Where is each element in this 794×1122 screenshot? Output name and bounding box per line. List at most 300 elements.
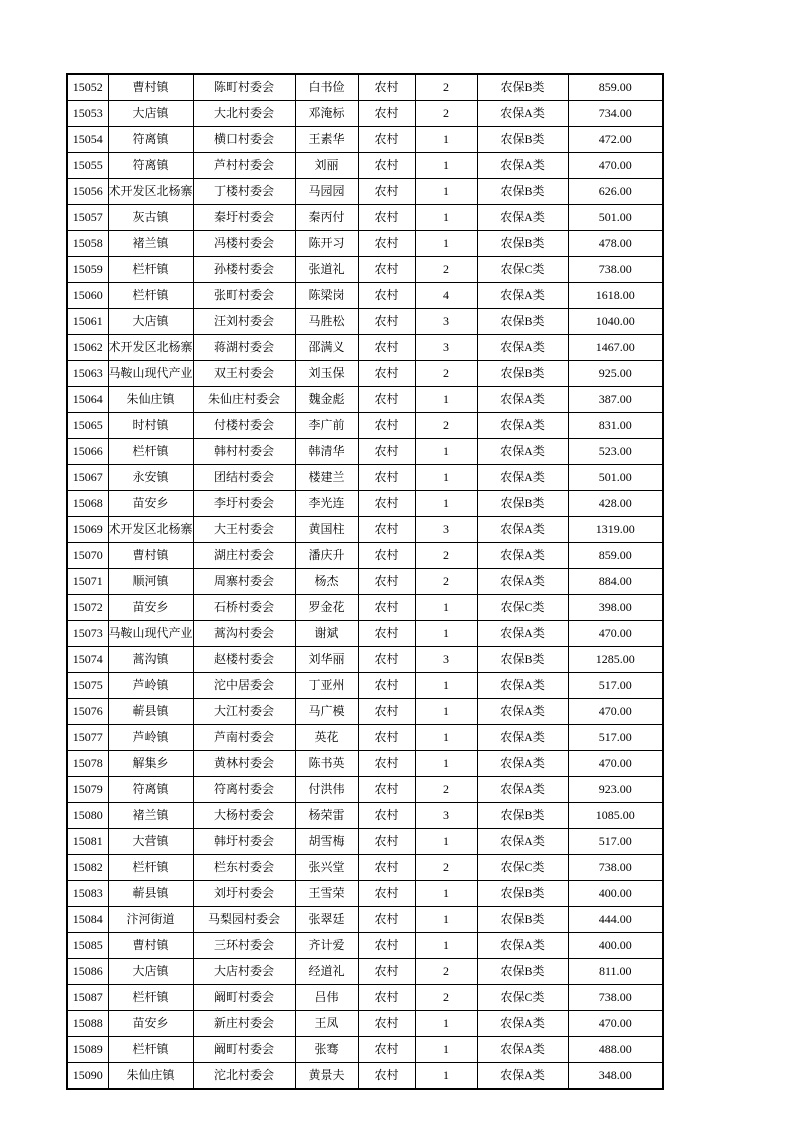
cell-text-insurance_category: 农保B类 xyxy=(500,964,545,978)
cell-text-person_count: 1 xyxy=(443,938,450,952)
cell-text-id: 15065 xyxy=(72,418,103,432)
cell-id xyxy=(67,543,108,569)
cell-text-town: 曹村镇 xyxy=(132,938,169,952)
cell-amount xyxy=(568,829,663,855)
cell-text-person_count: 2 xyxy=(443,964,450,978)
cell-text-village_committee: 大店村委会 xyxy=(214,964,275,978)
cell-person_count xyxy=(415,413,477,439)
cell-town xyxy=(108,803,193,829)
cell-text-amount: 811.00 xyxy=(598,964,632,978)
cell-text-person_count: 2 xyxy=(443,418,450,432)
cell-text-village_committee: 李圩村委会 xyxy=(214,496,275,510)
cell-person_name xyxy=(295,439,358,465)
cell-text-person_count: 3 xyxy=(443,314,450,328)
cell-text-amount: 626.00 xyxy=(598,184,632,198)
cell-residence_type xyxy=(358,127,415,153)
cell-person_count xyxy=(415,335,477,361)
cell-id xyxy=(67,153,108,179)
cell-person_name xyxy=(295,387,358,413)
cell-town xyxy=(108,153,193,179)
cell-text-id: 15078 xyxy=(72,756,103,770)
cell-text-person_name: 刘玉保 xyxy=(308,366,345,380)
cell-id xyxy=(67,1037,108,1063)
cell-amount xyxy=(568,647,663,673)
cell-person_name xyxy=(295,231,358,257)
cell-town xyxy=(108,101,193,127)
table-row xyxy=(67,699,663,725)
cell-amount xyxy=(568,907,663,933)
cell-text-residence_type: 农村 xyxy=(374,132,399,146)
cell-text-village_committee: 韩圩村委会 xyxy=(214,834,275,848)
cell-insurance_category xyxy=(477,153,568,179)
cell-text-insurance_category: 农保B类 xyxy=(500,496,545,510)
cell-amount xyxy=(568,101,663,127)
cell-text-residence_type: 农村 xyxy=(374,808,399,822)
table-row xyxy=(67,751,663,777)
cell-id xyxy=(67,829,108,855)
cell-person_name xyxy=(295,179,358,205)
cell-insurance_category xyxy=(477,621,568,647)
cell-text-residence_type: 农村 xyxy=(374,236,399,250)
cell-text-insurance_category: 农保A类 xyxy=(500,574,545,588)
cell-text-insurance_category: 农保A类 xyxy=(500,730,545,744)
cell-village_committee xyxy=(193,491,295,517)
cell-id xyxy=(67,491,108,517)
cell-text-village_committee: 大王村委会 xyxy=(214,522,275,536)
cell-text-residence_type: 农村 xyxy=(374,496,399,510)
cell-text-person_name: 秦丙付 xyxy=(308,210,345,224)
table-row xyxy=(67,153,663,179)
cell-town xyxy=(108,1063,193,1090)
cell-text-amount: 1319.00 xyxy=(595,522,635,536)
cell-person_count xyxy=(415,387,477,413)
cell-person_count xyxy=(415,439,477,465)
cell-text-person_count: 1 xyxy=(443,600,450,614)
cell-text-insurance_category: 农保A类 xyxy=(500,704,545,718)
cell-insurance_category xyxy=(477,127,568,153)
cell-text-amount: 501.00 xyxy=(598,470,632,484)
table-row xyxy=(67,205,663,231)
cell-village_committee xyxy=(193,855,295,881)
cell-text-village_committee: 双王村委会 xyxy=(214,366,275,380)
cell-text-id: 15069 xyxy=(72,522,103,536)
cell-residence_type xyxy=(358,231,415,257)
cell-insurance_category xyxy=(477,465,568,491)
cell-text-town: 褚兰镇 xyxy=(132,808,169,822)
cell-person_count xyxy=(415,855,477,881)
cell-insurance_category xyxy=(477,309,568,335)
cell-amount xyxy=(568,387,663,413)
cell-text-amount: 470.00 xyxy=(598,626,632,640)
cell-id xyxy=(67,361,108,387)
cell-text-village_committee: 符离村委会 xyxy=(214,782,275,796)
cell-village_committee xyxy=(193,959,295,985)
cell-text-id: 15064 xyxy=(72,392,103,406)
cell-residence_type xyxy=(358,1011,415,1037)
cell-text-person_count: 2 xyxy=(443,860,450,874)
cell-text-id: 15059 xyxy=(72,262,103,276)
cell-amount xyxy=(568,569,663,595)
cell-text-residence_type: 农村 xyxy=(374,106,399,120)
cell-town xyxy=(108,699,193,725)
cell-town xyxy=(108,127,193,153)
table-row xyxy=(67,283,663,309)
cell-text-id: 15074 xyxy=(72,652,103,666)
cell-text-id: 15053 xyxy=(72,106,103,120)
cell-person_count xyxy=(415,74,477,101)
cell-text-id: 15084 xyxy=(72,912,103,926)
cell-id xyxy=(67,439,108,465)
cell-text-residence_type: 农村 xyxy=(374,1068,399,1082)
cell-text-residence_type: 农村 xyxy=(374,782,399,796)
cell-person_name xyxy=(295,257,358,283)
cell-text-town: 朱仙庄镇 xyxy=(126,1068,175,1082)
cell-residence_type xyxy=(358,1037,415,1063)
cell-text-person_count: 2 xyxy=(443,366,450,380)
cell-amount xyxy=(568,1037,663,1063)
cell-person_name xyxy=(295,725,358,751)
cell-person_name xyxy=(295,361,358,387)
cell-person_name xyxy=(295,673,358,699)
cell-id xyxy=(67,881,108,907)
cell-text-amount: 400.00 xyxy=(598,886,632,900)
cell-town xyxy=(108,517,193,543)
cell-text-town: 大店镇 xyxy=(132,314,169,328)
cell-person_count xyxy=(415,881,477,907)
cell-text-amount: 488.00 xyxy=(598,1042,632,1056)
cell-id xyxy=(67,74,108,101)
table-row xyxy=(67,74,663,101)
cell-text-person_count: 1 xyxy=(443,1068,450,1082)
cell-residence_type xyxy=(358,153,415,179)
cell-residence_type xyxy=(358,439,415,465)
cell-text-person_name: 吕伟 xyxy=(314,990,339,1004)
cell-village_committee xyxy=(193,205,295,231)
cell-text-amount: 859.00 xyxy=(598,80,632,94)
cell-amount xyxy=(568,855,663,881)
cell-text-residence_type: 农村 xyxy=(374,444,399,458)
cell-insurance_category xyxy=(477,985,568,1011)
cell-text-person_name: 陈书英 xyxy=(308,756,345,770)
cell-text-amount: 1040.00 xyxy=(595,314,635,328)
cell-town xyxy=(108,621,193,647)
cell-text-village_committee: 石桥村委会 xyxy=(214,600,275,614)
cell-residence_type xyxy=(358,361,415,387)
cell-insurance_category xyxy=(477,283,568,309)
cell-text-insurance_category: 农保A类 xyxy=(500,444,545,458)
cell-text-person_name: 王素华 xyxy=(308,132,345,146)
cell-insurance_category xyxy=(477,803,568,829)
cell-id xyxy=(67,673,108,699)
cell-text-village_committee: 芦村村委会 xyxy=(214,158,275,172)
cell-text-town: 蕲县镇 xyxy=(132,704,169,718)
cell-village_committee xyxy=(193,127,295,153)
cell-person_name xyxy=(295,309,358,335)
cell-text-id: 15076 xyxy=(72,704,103,718)
cell-person_name xyxy=(295,1037,358,1063)
cell-text-person_name: 李光连 xyxy=(308,496,345,510)
cell-text-person_name: 楼建兰 xyxy=(308,470,345,484)
cell-text-id: 15071 xyxy=(72,574,103,588)
cell-insurance_category xyxy=(477,647,568,673)
cell-amount xyxy=(568,699,663,725)
cell-text-amount: 428.00 xyxy=(598,496,632,510)
cell-person_name xyxy=(295,855,358,881)
cell-text-person_name: 黄国柱 xyxy=(308,522,345,536)
cell-text-person_count: 1 xyxy=(443,210,450,224)
cell-village_committee xyxy=(193,74,295,101)
cell-village_committee xyxy=(193,179,295,205)
cell-village_committee xyxy=(193,881,295,907)
cell-text-village_committee: 三环村委会 xyxy=(214,938,275,952)
table-row xyxy=(67,933,663,959)
cell-text-person_count: 3 xyxy=(443,808,450,822)
cell-person_count xyxy=(415,751,477,777)
cell-text-village_committee: 栏东村委会 xyxy=(214,860,275,874)
cell-village_committee xyxy=(193,1063,295,1090)
cell-text-person_name: 张骞 xyxy=(314,1042,339,1056)
cell-text-town: 芦岭镇 xyxy=(132,730,169,744)
cell-text-town: 苗安乡 xyxy=(132,496,169,510)
cell-residence_type xyxy=(358,101,415,127)
cell-text-village_committee: 付楼村委会 xyxy=(214,418,275,432)
cell-residence_type xyxy=(358,491,415,517)
cell-text-amount: 884.00 xyxy=(598,574,632,588)
cell-text-person_name: 经道礼 xyxy=(308,964,345,978)
cell-text-person_count: 1 xyxy=(443,184,450,198)
cell-text-insurance_category: 农保C类 xyxy=(500,600,545,614)
cell-text-residence_type: 农村 xyxy=(374,678,399,692)
cell-text-amount: 1085.00 xyxy=(595,808,635,822)
cell-text-insurance_category: 农保C类 xyxy=(500,262,545,276)
cell-person_count xyxy=(415,1037,477,1063)
cell-insurance_category xyxy=(477,855,568,881)
cell-text-insurance_category: 农保A类 xyxy=(500,158,545,172)
cell-text-person_name: 杨杰 xyxy=(314,574,339,588)
cell-id xyxy=(67,517,108,543)
cell-text-id: 15055 xyxy=(72,158,103,172)
cell-person_count xyxy=(415,933,477,959)
cell-text-insurance_category: 农保B类 xyxy=(500,366,545,380)
cell-person_count xyxy=(415,595,477,621)
table-row xyxy=(67,673,663,699)
cell-person_count xyxy=(415,621,477,647)
cell-village_committee xyxy=(193,803,295,829)
cell-insurance_category xyxy=(477,257,568,283)
cell-text-village_committee: 赵楼村委会 xyxy=(214,652,275,666)
cell-text-amount: 398.00 xyxy=(598,600,632,614)
cell-amount xyxy=(568,465,663,491)
table-row xyxy=(67,803,663,829)
cell-person_count xyxy=(415,205,477,231)
cell-text-id: 15079 xyxy=(72,782,103,796)
cell-text-person_count: 1 xyxy=(443,236,450,250)
cell-town xyxy=(108,387,193,413)
cell-insurance_category xyxy=(477,699,568,725)
cell-text-insurance_category: 农保B类 xyxy=(500,184,545,198)
cell-text-town: 曹村镇 xyxy=(132,548,169,562)
cell-text-person_count: 3 xyxy=(443,652,450,666)
cell-text-amount: 517.00 xyxy=(598,834,632,848)
cell-insurance_category xyxy=(477,751,568,777)
cell-text-person_name: 谢斌 xyxy=(314,626,339,640)
cell-insurance_category xyxy=(477,205,568,231)
cell-village_committee xyxy=(193,569,295,595)
table-row xyxy=(67,621,663,647)
table-row xyxy=(67,439,663,465)
cell-insurance_category xyxy=(477,101,568,127)
cell-residence_type xyxy=(358,647,415,673)
cell-id xyxy=(67,933,108,959)
cell-text-person_count: 1 xyxy=(443,444,450,458)
cell-insurance_category xyxy=(477,491,568,517)
cell-text-id: 15072 xyxy=(72,600,103,614)
cell-town xyxy=(108,465,193,491)
cell-text-town: 曹村镇 xyxy=(132,80,169,94)
cell-person_count xyxy=(415,465,477,491)
cell-text-insurance_category: 农保A类 xyxy=(500,834,545,848)
cell-insurance_category xyxy=(477,673,568,699)
cell-text-id: 15073 xyxy=(72,626,103,640)
cell-village_committee xyxy=(193,283,295,309)
cell-text-town: 术开发区北杨寨 xyxy=(108,340,193,354)
cell-person_count xyxy=(415,283,477,309)
cell-text-person_name: 马园园 xyxy=(308,184,345,198)
cell-text-person_count: 2 xyxy=(443,106,450,120)
cell-text-residence_type: 农村 xyxy=(374,418,399,432)
cell-amount xyxy=(568,179,663,205)
cell-text-id: 15056 xyxy=(72,184,103,198)
cell-text-person_count: 3 xyxy=(443,522,450,536)
cell-residence_type xyxy=(358,673,415,699)
cell-village_committee xyxy=(193,751,295,777)
cell-text-residence_type: 农村 xyxy=(374,470,399,484)
cell-text-town: 芦岭镇 xyxy=(132,678,169,692)
cell-id xyxy=(67,699,108,725)
cell-residence_type xyxy=(358,699,415,725)
cell-text-insurance_category: 农保B类 xyxy=(500,886,545,900)
cell-text-residence_type: 农村 xyxy=(374,652,399,666)
cell-text-town: 栏杆镇 xyxy=(132,444,169,458)
cell-text-person_count: 2 xyxy=(443,782,450,796)
cell-text-residence_type: 农村 xyxy=(374,964,399,978)
cell-text-village_committee: 阚町村委会 xyxy=(214,990,275,1004)
cell-text-town: 汴河街道 xyxy=(126,912,175,926)
cell-amount xyxy=(568,1063,663,1090)
cell-town xyxy=(108,74,193,101)
cell-residence_type xyxy=(358,621,415,647)
cell-text-person_name: 张兴堂 xyxy=(308,860,345,874)
cell-town xyxy=(108,777,193,803)
cell-amount xyxy=(568,985,663,1011)
cell-text-id: 15081 xyxy=(72,834,103,848)
cell-amount xyxy=(568,777,663,803)
cell-text-person_count: 2 xyxy=(443,80,450,94)
cell-residence_type xyxy=(358,751,415,777)
table-row xyxy=(67,335,663,361)
cell-text-village_committee: 团结村委会 xyxy=(214,470,275,484)
cell-text-town: 大店镇 xyxy=(132,106,169,120)
cell-text-insurance_category: 农保B类 xyxy=(500,652,545,666)
table-row xyxy=(67,647,663,673)
cell-amount xyxy=(568,517,663,543)
cell-id xyxy=(67,751,108,777)
cell-text-person_count: 2 xyxy=(443,262,450,276)
cell-id xyxy=(67,231,108,257)
cell-amount xyxy=(568,803,663,829)
cell-person_count xyxy=(415,959,477,985)
cell-id xyxy=(67,907,108,933)
table-row xyxy=(67,231,663,257)
cell-text-person_name: 邓淹标 xyxy=(308,106,345,120)
cell-insurance_category xyxy=(477,543,568,569)
cell-town xyxy=(108,309,193,335)
cell-text-village_committee: 马梨园村委会 xyxy=(208,912,281,926)
cell-text-id: 15062 xyxy=(72,340,103,354)
cell-text-amount: 738.00 xyxy=(598,262,632,276)
cell-text-person_name: 杨荣雷 xyxy=(308,808,345,822)
cell-text-town: 蕲县镇 xyxy=(132,886,169,900)
cell-person_count xyxy=(415,491,477,517)
cell-village_committee xyxy=(193,699,295,725)
cell-text-town: 大店镇 xyxy=(132,964,169,978)
table-row xyxy=(67,725,663,751)
cell-insurance_category xyxy=(477,74,568,101)
cell-town xyxy=(108,439,193,465)
cell-id xyxy=(67,179,108,205)
cell-text-person_count: 4 xyxy=(443,288,450,302)
cell-insurance_category xyxy=(477,595,568,621)
cell-person_count xyxy=(415,673,477,699)
cell-village_committee xyxy=(193,257,295,283)
cell-person_count xyxy=(415,179,477,205)
cell-text-person_name: 马广模 xyxy=(308,704,345,718)
cell-person_count xyxy=(415,1011,477,1037)
cell-text-person_count: 1 xyxy=(443,496,450,510)
cell-town xyxy=(108,231,193,257)
cell-text-town: 符离镇 xyxy=(132,158,169,172)
cell-id xyxy=(67,309,108,335)
cell-residence_type xyxy=(358,205,415,231)
table-row xyxy=(67,595,663,621)
cell-text-village_committee: 沱北村委会 xyxy=(214,1068,275,1082)
cell-text-insurance_category: 农保B类 xyxy=(500,132,545,146)
cell-text-person_name: 张道礼 xyxy=(308,262,345,276)
cell-person_count xyxy=(415,543,477,569)
cell-text-id: 15090 xyxy=(72,1068,103,1082)
cell-person_name xyxy=(295,1011,358,1037)
cell-text-person_name: 韩清华 xyxy=(308,444,345,458)
cell-person_count xyxy=(415,517,477,543)
cell-amount xyxy=(568,127,663,153)
cell-town xyxy=(108,985,193,1011)
cell-text-person_count: 1 xyxy=(443,834,450,848)
cell-village_committee xyxy=(193,439,295,465)
cell-text-insurance_category: 农保A类 xyxy=(500,392,545,406)
cell-text-insurance_category: 农保B类 xyxy=(500,912,545,926)
cell-text-town: 马鞍山现代产业 xyxy=(108,366,193,380)
cell-id xyxy=(67,127,108,153)
cell-town xyxy=(108,1011,193,1037)
cell-id xyxy=(67,959,108,985)
cell-text-person_name: 胡雪梅 xyxy=(308,834,345,848)
cell-town xyxy=(108,283,193,309)
cell-text-residence_type: 农村 xyxy=(374,886,399,900)
cell-id xyxy=(67,257,108,283)
cell-text-town: 苗安乡 xyxy=(132,1016,169,1030)
cell-text-person_name: 刘丽 xyxy=(314,158,339,172)
cell-text-person_count: 2 xyxy=(443,548,450,562)
